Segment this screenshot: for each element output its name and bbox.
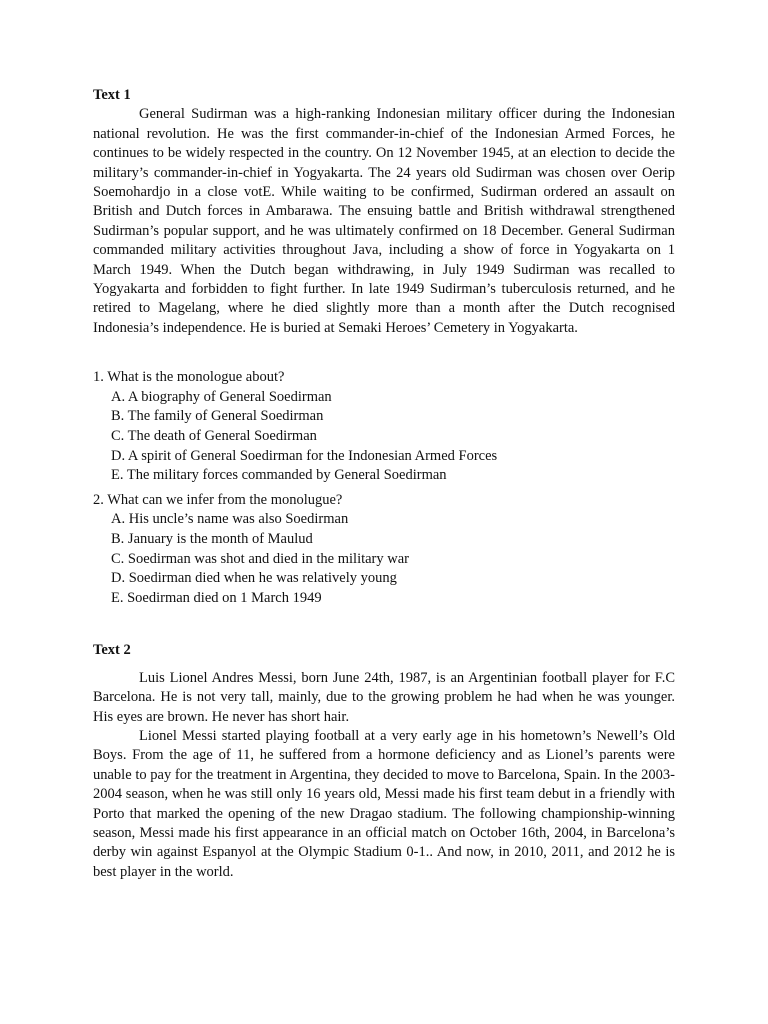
text-1-title: Text 1 — [93, 87, 131, 103]
question-2 — [93, 491, 675, 609]
question-1-stem: 1. What is the monologue about? — [93, 369, 285, 386]
questions-section — [93, 368, 675, 608]
question-2-option-b: B. January is the month of Maulud — [111, 531, 313, 548]
question-2-option-a: A. His uncle’s name was also Soedirman — [111, 511, 349, 528]
text-1-paragraph: General Sudirman was a high-ranking Indonesian military officer during the Indonesian national revolution. He was the first commander-in-chief of the Indonesian Armed Forces, he continues to be widely respected in the country. On 12 November 1945, at an election to decide the military’s commander-in-chief in Yogyakarta. The 24 years old Sudirman was chosen over Oerip Soemohardjo in a close votE. While waiting to be confirmed, Sudirman ordered an assault on British and Dutch forces in Ambarawa. The ensuing battle and British withdrawal strengthened Sudirman’s popular support, and he was ultimately confirmed on 18 December. General Sudirman commanded military activities throughout Java, including a show of force in Yogyakarta on 1 March 1949. When the Dutch began withdrawing, in July 1949 Sudirman was recalled to Yogyakarta and forbidden to fight further. In late 1949 Sudirman’s tuberculosis returned, and he retired to Magelang, where he died slightly more than a month after the Dutch recognised Indonesia’s independence. He is buried at Semaki Heroes’ Cemetery in Yogyakarta. — [93, 106, 675, 336]
text-2-section — [93, 641, 675, 882]
text-2-paragraph-1: Luis Lionel Andres Messi, born June 24th, 1987, is an Argentinian football player for F.C Barcelona. He is not very tall, mainly, due to the growing problem he had when he was younger. His eyes are brown. He never has short hair. — [93, 669, 675, 725]
question-1-option-e: E. The military forces commanded by General Soedirman — [111, 467, 447, 484]
question-2-option-d: D. Soedirman died when he was relatively young — [111, 570, 397, 587]
question-1-option-a: A. A biography of General Soedirman — [111, 388, 332, 405]
text-2-paragraph-2: Lionel Messi started playing football at a very early age in his hometown’s Newell’s Old Boys. From the age of 11, he suffered from a hormone deficiency and as Lionel’s parents were unable to pay for the treatment in Argentina, they decided to move to Barcelona, Spain. In the 2003-2004 season, when he was still only 16 years old, Messi made his first team debut in a friendly with Porto that marked the opening of the new Dragao stadium. The following championship-winning season, Messi made his first appearance in an official match on October 16th, 2004, in Barcelona’s derby win against Espanyol at the Olympic Stadium 0-1.. And now, in 2010, 2011, and 2012 he is best player in the world. — [93, 728, 675, 880]
question-1-option-b: B. The family of General Soedirman — [111, 408, 324, 425]
question-1-options — [93, 388, 675, 486]
question-2-options — [93, 510, 675, 608]
text-2-title: Text 2 — [93, 642, 131, 659]
text-1-section — [93, 86, 675, 338]
question-2-option-e: E. Soedirman died on 1 March 1949 — [111, 589, 322, 606]
question-2-stem: 2. What can we infer from the monolugue? — [93, 491, 343, 508]
question-1-option-d: D. A spirit of General Soedirman for the Indonesian Armed Forces — [111, 447, 498, 464]
question-1-option-c: C. The death of General Soedirman — [111, 428, 317, 445]
question-1 — [93, 368, 675, 486]
question-2-option-c: C. Soedirman was shot and died in the military war — [111, 550, 410, 567]
